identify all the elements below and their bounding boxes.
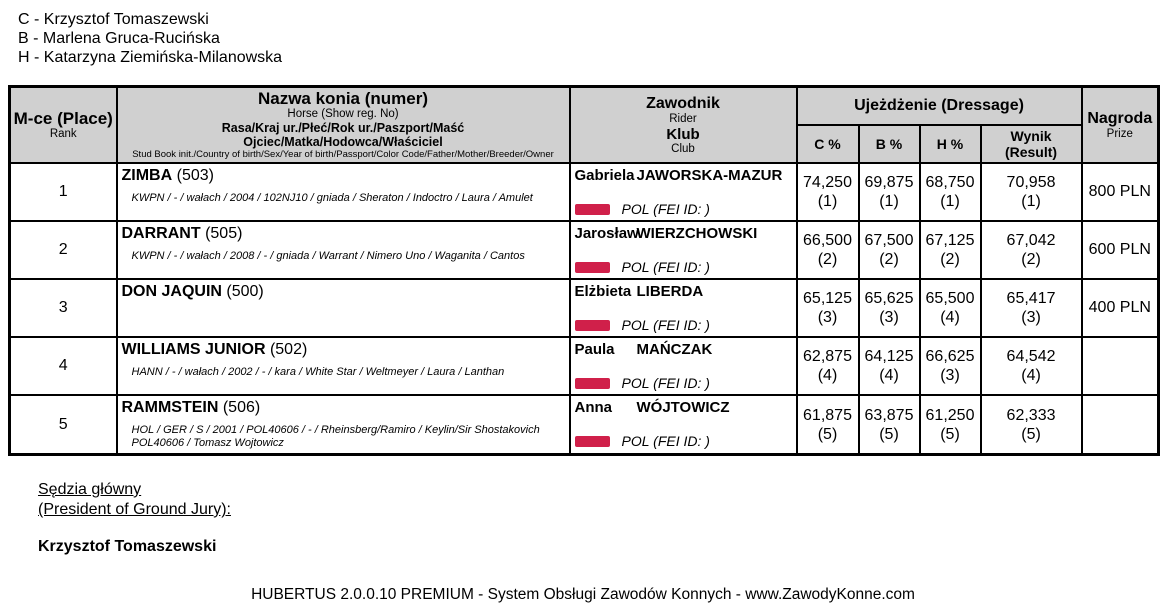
horse-number: (503) [176, 167, 214, 184]
judge-line-b: B - Marlena Gruca-Rucińska [18, 30, 220, 47]
score-b-value: 65,625 [864, 290, 914, 307]
horse-subtitle-3: Ojciec/Matka/Hodowca/Właściciel [243, 135, 443, 149]
rider-last-name: JAWORSKA-MAZUR [636, 167, 783, 184]
horse-cell [117, 163, 570, 221]
judge-line-c: C - Krzysztof Tomaszewski [18, 11, 209, 28]
horse-name: RAMMSTEIN [121, 399, 219, 416]
rider-nationality [575, 375, 792, 391]
horse-subtitle-4: Stud Book init./Country of birth/Sex/Year of birth/Passport/Color Code/Father/Mother/Breeder/Owner [132, 149, 554, 160]
score-c-value: 61,875 [803, 406, 852, 424]
score-c-value: 74,250 [803, 174, 852, 191]
rider-first-name: Gabriela [574, 167, 635, 184]
nationality-text: POL (FEI ID: ) [621, 375, 710, 391]
rider-nationality [575, 259, 792, 275]
horse-details: KWPN / - / wałach / 2004 / 102NJ10 / gniada / Sheraton / Indoctro / Laura / Amulet [131, 192, 533, 204]
rider-cell [570, 337, 797, 395]
place-cell: 1 [10, 163, 117, 221]
score-h-rank: (1) [940, 193, 960, 210]
horse-name: WILLIAMS JUNIOR [121, 341, 266, 358]
score-b-value: 69,875 [864, 174, 914, 191]
rider-subtitle: Rider [669, 112, 697, 125]
rider-name [575, 225, 792, 243]
score-h-cell [920, 279, 981, 337]
horse-subtitle-2: Rasa/Kraj ur./Płeć/Rok ur./Paszport/Maść [221, 121, 465, 135]
horse-name: ZIMBA [121, 167, 173, 184]
score-b-value: 64,125 [864, 348, 914, 365]
score-c-cell [797, 221, 859, 279]
rider-first-name: Anna [574, 399, 612, 416]
poland-flag-icon [575, 320, 610, 331]
horse-title: Nazwa konia (numer) [257, 89, 429, 108]
score-b-cell [859, 279, 920, 337]
rider-name [575, 167, 792, 185]
nationality-text: POL (FEI ID: ) [621, 317, 710, 333]
horse-details-2: POL40606 / Tomasz Wojtowicz [131, 437, 284, 449]
score-b-rank: (3) [879, 309, 899, 326]
col-header-c-percent: C % [797, 125, 859, 163]
rider-first-name: Elżbieta [574, 283, 632, 300]
horse-number: (500) [226, 283, 264, 300]
score-h-rank: (3) [940, 367, 960, 384]
result-value: 65,417 [1006, 290, 1056, 307]
score-c-value: 66,500 [803, 232, 852, 249]
score-c-rank: (1) [817, 193, 838, 210]
score-c-value: 65,125 [803, 290, 852, 307]
score-c-cell [797, 395, 859, 455]
result-cell [981, 163, 1082, 221]
horse-name-line [122, 225, 565, 243]
signature-block [38, 480, 1166, 557]
prize-cell: 800 PLN [1082, 163, 1159, 221]
col-header-b-percent: B % [859, 125, 920, 163]
horse-name-line [122, 167, 565, 185]
app-footer: HUBERTUS 2.0.0.10 PREMIUM - System Obsługi Zawodów Konnych - www.ZawodyKonne.com [251, 586, 915, 603]
rider-nationality [575, 201, 792, 217]
horse-details: KWPN / - / wałach / 2008 / - / gniada / Warrant / Nimero Uno / Waganita / Cantos [131, 250, 525, 262]
score-b-rank: (5) [879, 425, 899, 443]
rider-first-name: Paula [574, 341, 615, 358]
score-b-cell [859, 163, 920, 221]
col-header-place [10, 87, 117, 164]
score-c-rank: (2) [817, 251, 838, 268]
table-row [10, 163, 1159, 221]
col-header-dressage-group [797, 87, 1082, 125]
score-h-rank: (4) [940, 309, 960, 326]
place-cell: 5 [10, 395, 117, 455]
place-cell: 2 [10, 221, 117, 279]
place-subtitle: Rank [49, 128, 77, 140]
score-b-rank: (2) [879, 251, 899, 268]
rider-name [575, 283, 792, 301]
rider-name [575, 399, 792, 417]
result-rank: (1) [1021, 193, 1041, 210]
col-header-rider [570, 87, 797, 164]
result-value: 70,958 [1006, 174, 1056, 191]
horse-cell [117, 221, 570, 279]
result-cell [981, 395, 1082, 455]
prize-cell: 400 PLN [1082, 279, 1159, 337]
horse-details: HOL / GER / S / 2001 / POL40606 / - / Rheinsberg/Ramiro / Keylin/Sir Shostakovich [131, 424, 540, 436]
horse-details: HANN / - / wałach / 2002 / - / kara / White Star / Weltmeyer / Laura / Lanthan [131, 366, 505, 378]
rider-last-name: WÓJTOWICZ [636, 399, 730, 416]
horse-number: (506) [222, 399, 261, 416]
table-row [10, 279, 1159, 337]
club-subtitle: Club [671, 142, 695, 155]
score-c-cell [797, 337, 859, 395]
score-h-value: 61,250 [925, 406, 975, 424]
result-rank: (2) [1021, 251, 1041, 268]
rider-last-name: LIBERDA [636, 283, 704, 300]
place-cell: 4 [10, 337, 117, 395]
horse-name: DARRANT [121, 225, 201, 242]
rider-nationality [575, 317, 792, 333]
col-header-prize [1082, 87, 1159, 164]
table-row [10, 395, 1159, 455]
poland-flag-icon [575, 378, 610, 389]
score-h-value: 68,750 [925, 174, 975, 191]
score-b-value: 67,500 [864, 232, 914, 249]
result-rank: (3) [1021, 309, 1041, 326]
rider-cell [570, 163, 797, 221]
horse-name-line [122, 399, 565, 417]
result-cell [981, 279, 1082, 337]
score-h-value: 65,500 [925, 290, 975, 307]
rider-first-name: Jarosław [574, 225, 639, 242]
rider-cell [570, 221, 797, 279]
rider-cell [570, 395, 797, 455]
score-b-cell [859, 221, 920, 279]
score-c-cell [797, 163, 859, 221]
rider-last-name: MAŃCZAK [636, 341, 713, 358]
place-cell: 3 [10, 279, 117, 337]
result-cell [981, 337, 1082, 395]
score-c-value: 62,875 [803, 348, 852, 365]
horse-name: DON JAQUIN [121, 283, 222, 300]
poland-flag-icon [575, 436, 610, 447]
poland-flag-icon [575, 262, 610, 273]
result-rank: (5) [1021, 425, 1041, 443]
horse-number: (502) [269, 341, 308, 358]
nationality-text: POL (FEI ID: ) [621, 259, 710, 275]
result-rank: (4) [1021, 367, 1041, 384]
result-value: 64,542 [1006, 348, 1056, 365]
score-h-cell [920, 337, 981, 395]
result-value: 67,042 [1006, 232, 1056, 249]
rider-last-name: WIERZCHOWSKI [636, 225, 758, 242]
col-header-horse [117, 87, 570, 164]
horse-subtitle-1: Horse (Show reg. No) [287, 108, 399, 120]
prize-cell [1082, 395, 1159, 455]
nationality-text: POL (FEI ID: ) [621, 433, 710, 449]
horse-cell [117, 279, 570, 337]
col-header-h-percent: H % [920, 125, 981, 163]
prize-cell: 600 PLN [1082, 221, 1159, 279]
score-c-rank: (4) [817, 367, 838, 384]
result-value: 62,333 [1006, 406, 1056, 424]
place-title: M-ce (Place) [13, 109, 113, 128]
score-h-rank: (2) [940, 251, 960, 268]
score-h-value: 66,625 [925, 348, 975, 365]
score-h-rank: (5) [940, 425, 960, 443]
score-c-rank: (3) [817, 309, 838, 326]
nationality-text: POL (FEI ID: ) [621, 201, 710, 217]
table-row [10, 221, 1159, 279]
score-h-cell [920, 221, 981, 279]
score-h-value: 67,125 [925, 232, 975, 249]
score-b-cell [859, 395, 920, 455]
horse-cell [117, 337, 570, 395]
judges-legend [18, 10, 1166, 67]
results-table [8, 85, 1160, 456]
signature-name: Krzysztof Tomaszewski [38, 538, 217, 555]
table-row [10, 337, 1159, 395]
score-h-cell [920, 163, 981, 221]
score-b-value: 63,875 [864, 406, 914, 424]
horse-name-line [122, 283, 565, 301]
prize-title: Nagroda [1087, 109, 1153, 127]
judge-line-h: H - Katarzyna Ziemińska-Milanowska [18, 49, 283, 66]
col-header-result: Wynik (Result) [981, 125, 1082, 163]
score-c-cell [797, 279, 859, 337]
dressage-title: Ujeżdżenie (Dressage) [854, 96, 1024, 114]
poland-flag-icon [575, 204, 610, 215]
score-b-rank: (4) [879, 367, 899, 384]
signature-label-pl: Sędzia główny [38, 481, 142, 498]
signature-label-en: (President of Ground Jury): [38, 501, 231, 518]
rider-name [575, 341, 792, 359]
rider-cell [570, 279, 797, 337]
score-b-rank: (1) [879, 193, 899, 210]
score-b-cell [859, 337, 920, 395]
club-title: Klub [666, 125, 700, 143]
horse-number: (505) [205, 225, 243, 242]
rider-title: Zawodnik [646, 94, 720, 112]
prize-subtitle: Prize [1106, 127, 1133, 140]
prize-cell [1082, 337, 1159, 395]
score-h-cell [920, 395, 981, 455]
score-c-rank: (5) [817, 425, 838, 443]
rider-nationality [575, 433, 792, 449]
horse-name-line [122, 341, 565, 359]
result-cell [981, 221, 1082, 279]
horse-cell [117, 395, 570, 455]
